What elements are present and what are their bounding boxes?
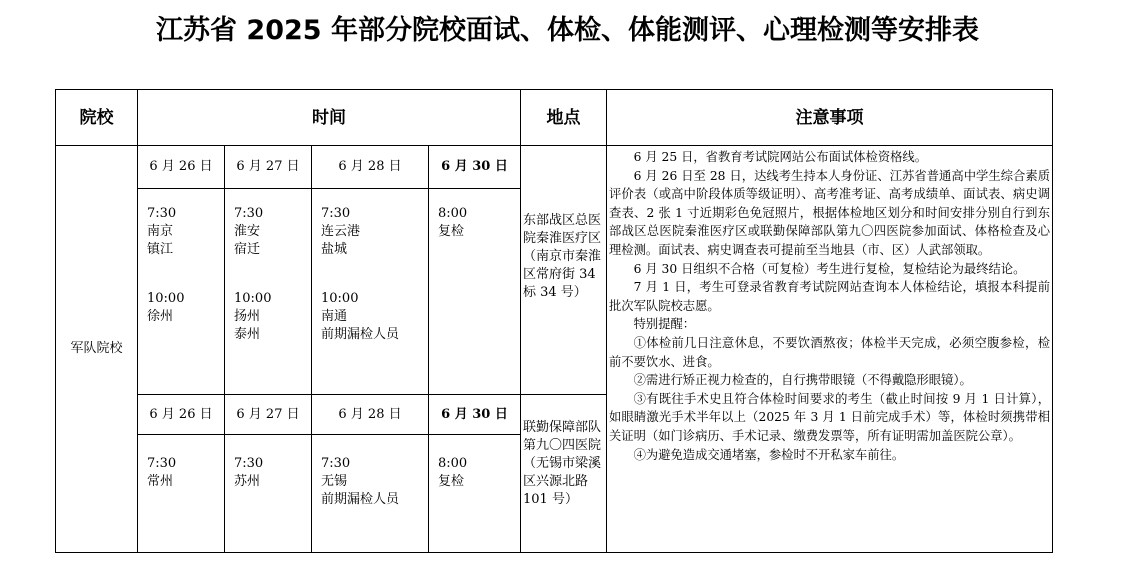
slot-entry: [321, 290, 428, 344]
slot-line: 淮安: [234, 224, 261, 239]
date-cell: 6 月 26 日: [138, 146, 225, 189]
date-cell: 6 月 27 日: [225, 146, 312, 189]
slot-line: 前期漏检人员: [321, 327, 400, 342]
slot-line: 无锡: [321, 474, 348, 489]
slot-time: 7:30: [234, 456, 264, 471]
note-paragraph: 6 月 30 日组织不合格（可复检）考生进行复检，复检结论为最终结论。: [633, 261, 1026, 276]
place-cell: 东部战区总医院秦淮医疗区（南京市秦淮区常府街 34 标 34 号）: [521, 146, 607, 395]
note-paragraph: 6 月 26 日至 28 日，达线考生持本人身份证、江苏省普通高中学生综合素质评价表（或高中阶段体质等级证明）、高考准考证、高考成绩单、面试表、病史调查表、2 张 1 寸近期彩色免冠照片，根据体检地区划分和时间安排分别自行到东部战区总医院秦淮医疗区或联勤保障部队第九〇四医院参加面试、体格检查及心理检测。面试表、病史调查表可提前至当地县（市、区）人武部领取。: [609, 168, 1050, 257]
note-paragraph: 特别提醒：: [633, 317, 696, 332]
header-time: 时间: [138, 90, 521, 146]
slot-line: 前期漏检人员: [321, 492, 400, 507]
slot-cell: [138, 435, 225, 553]
slot-cell: [225, 189, 312, 395]
slot-cell: [312, 189, 429, 395]
slot-time: 10:00: [147, 291, 185, 306]
slot-cell: [312, 435, 429, 553]
slot-time: 7:30: [234, 206, 264, 221]
slot-line: 复检: [438, 474, 465, 489]
slot-time: 7:30: [321, 206, 351, 221]
slot-line: 南京: [147, 224, 174, 239]
page-title: 江苏省 2025 年部分院校面试、体检、体能测评、心理检测等安排表: [156, 15, 979, 46]
note-paragraph: ①体检前几日注意休息，不要饮酒熬夜；体检半天完成，必须空腹参检，检前不要饮水、进食。: [609, 335, 1050, 369]
slot-line: 扬州: [234, 309, 261, 324]
note-paragraph: ④为避免造成交通堵塞，参检时不开私家车前往。: [633, 447, 905, 462]
slot-entry: [321, 205, 428, 259]
table-row: [56, 146, 1053, 189]
slot-line: 常州: [147, 474, 174, 489]
slot-line: 苏州: [234, 474, 261, 489]
header-school: 院校: [56, 90, 138, 146]
slot-line: 宿迁: [234, 242, 261, 257]
slot-time: 7:30: [147, 456, 177, 471]
slot-line: 镇江: [147, 242, 174, 257]
date-cell: 6 月 30 日: [429, 146, 521, 189]
header-notes: 注意事项: [607, 90, 1053, 146]
slot-time: 8:00: [438, 206, 468, 221]
slot-cell: [429, 435, 521, 553]
slot-line: 徐州: [147, 309, 174, 324]
note-paragraph: 6 月 25 日，省教育考试院网站公布面试体检资格线。: [633, 150, 928, 164]
slot-time: 8:00: [438, 456, 468, 471]
place-cell: 联勤保障部队第九〇四医院（无锡市梁溪区兴源北路 101 号）: [521, 395, 607, 553]
slot-time: 7:30: [147, 206, 177, 221]
note-paragraph: ②需进行矫正视力检查的，自行携带眼镜（不得戴隐形眼镜）。: [633, 373, 972, 388]
date-cell: 6 月 28 日: [312, 146, 429, 189]
slot-entry: [147, 205, 224, 259]
slot-line: 南通: [321, 309, 348, 324]
date-cell: 6 月 30 日: [429, 395, 521, 435]
slot-cell: [138, 189, 225, 395]
header-row: [56, 90, 1053, 146]
slot-time: 10:00: [234, 291, 272, 306]
note-paragraph: ③有既往手术史且符合体检时间要求的考生（截止时间按 9 月 1 日计算），如眼睛激光手术半年以上（2025 年 3 月 1 日前完成手术）等，体检时须携带相关证明（如门诊病历、手术记录、缴费发票等，所有证明需加盖医院公章）。: [609, 391, 1050, 443]
slot-cell: [429, 189, 521, 395]
notes-cell: [607, 146, 1053, 553]
slot-line: 连云港: [321, 224, 361, 239]
slot-line: 泰州: [234, 327, 261, 342]
slot-entry: [234, 290, 311, 344]
date-cell: 6 月 28 日: [312, 395, 429, 435]
date-cell: 6 月 26 日: [138, 395, 225, 435]
note-paragraph: 7 月 1 日，考生可登录省教育考试院网站查询本人体检结论，填报本科提前批次军队院校志愿。: [609, 280, 1050, 313]
slot-line: 盐城: [321, 242, 348, 257]
schedule-table: [55, 89, 1053, 553]
slot-entry: [147, 290, 224, 326]
date-cell: 6 月 27 日: [225, 395, 312, 435]
slot-time: 10:00: [321, 291, 359, 306]
school-cell: 军队院校: [56, 146, 138, 553]
slot-entry: [438, 205, 520, 241]
slot-entry: [234, 205, 311, 259]
slot-time: 7:30: [321, 456, 351, 471]
slot-line: 复检: [438, 224, 465, 239]
header-place: 地点: [521, 90, 607, 146]
slot-cell: [225, 435, 312, 553]
